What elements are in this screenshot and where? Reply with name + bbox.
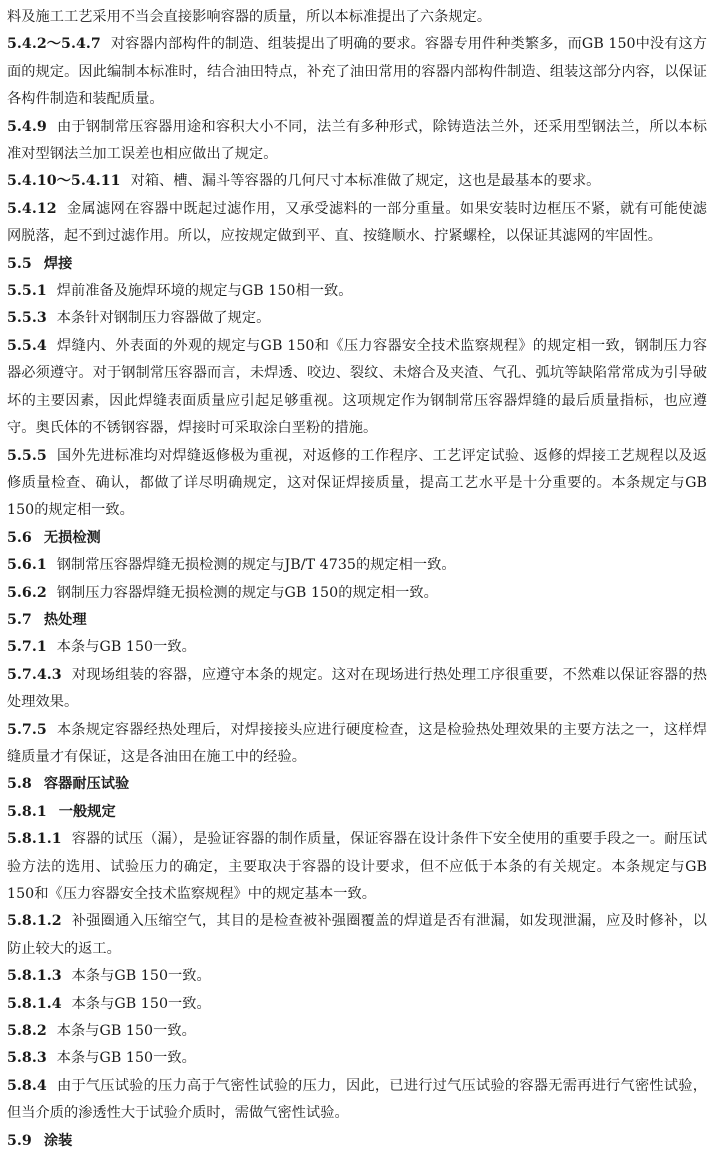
- clause-number: 5.4.2～5.4.7: [7, 36, 101, 53]
- clause-number: 5.8: [7, 776, 32, 793]
- section-title: 热处理: [43, 611, 87, 628]
- clause-number: 5.7: [7, 611, 32, 628]
- clause-paragraph: [7, 717, 707, 772]
- clause-number: 5.8.1.2: [7, 913, 62, 930]
- clause-paragraph: [7, 443, 707, 525]
- section-heading: [7, 251, 707, 278]
- clause-text: 容器的试压（漏），是验证容器的制作质量，保证容器在设计条件下安全使用的重要手段之一。耐压试验方法的选用、试验压力的确定，主要取决于容器的设计要求，但不应低于本条的有关规定。本条规定与GB 150和《压力容器安全技术监察规程》中的规定基本一致。: [7, 831, 707, 902]
- clause-paragraph: [7, 552, 707, 579]
- clause-text: 钢制常压容器焊缝无损检测的规定与JB/T 4735的规定相一致。: [56, 557, 456, 574]
- clause-paragraph: [7, 991, 707, 1018]
- clause-paragraph: [7, 1045, 707, 1072]
- clause-text: 本条与GB 150一致。: [71, 968, 211, 985]
- clause-paragraph: [7, 31, 707, 113]
- clause-text: 由于钢制常压容器用途和容积大小不同，法兰有多种形式，除铸造法兰外，还采用型钢法兰，所以本标准对型钢法兰加工误差也相应做出了规定。: [7, 118, 707, 163]
- section-heading: [7, 771, 707, 798]
- section-heading: [7, 1128, 707, 1155]
- section-title: 涂装: [43, 1132, 73, 1149]
- clause-paragraph: [7, 1018, 707, 1045]
- clause-number: 5.9: [7, 1132, 32, 1149]
- clause-text: 本条与GB 150一致。: [56, 1050, 196, 1067]
- section-heading: [7, 607, 707, 634]
- clause-text: 金属滤网在容器中既起过滤作用，又承受滤料的一部分重量。如果安装时边框压不紧，就有可能使滤网脱落，起不到过滤作用。所以，应按规定做到平、直、按缝顺水、拧紧螺栓，以保证其滤网的牢固性。: [7, 200, 707, 245]
- clause-number: 5.8.4: [7, 1077, 47, 1094]
- clause-number: 5.5.4: [7, 337, 47, 354]
- clause-text: 补强圈通入压缩空气，其目的是检查被补强圈覆盖的焊道是否有泄漏，如发现泄漏，应及时修补，以防止较大的返工。: [7, 913, 707, 957]
- clause-number: 5.6: [7, 529, 32, 546]
- clause-paragraph: [7, 305, 707, 332]
- clause-paragraph: [7, 662, 707, 717]
- clause-number: 5.5.5: [7, 447, 47, 464]
- clause-text: 由于气压试验的压力高于气密性试验的压力，因此，已进行过气压试验的容器无需再进行气密性试验，但当介质的渗透性大于试验介质时，需做气密性试验。: [7, 1077, 707, 1122]
- clause-number: 5.8.1.1: [7, 831, 62, 848]
- clause-text: 对容器内部构件的制造、组装提出了明确的要求。容器专用件种类繁多，而GB 150中没有这方面的规定。因此编制本标准时，结合油田特点，补充了油田常用的容器内部构件制造、组装这部分内容，以保证各构件制造和装配质量。: [7, 36, 707, 108]
- clause-number: 5.4.9: [7, 118, 47, 135]
- clause-number: 5.7.4.3: [7, 666, 62, 683]
- clause-paragraph: [7, 826, 707, 908]
- clause-paragraph: [7, 580, 707, 607]
- clause-number: 5.6.1: [7, 557, 47, 574]
- clause-text: 焊缝内、外表面的外观的规定与GB 150和《压力容器安全技术监察规程》的规定相一致，钢制压力容器必须遵守。对于钢制常压容器而言，未焊透、咬边、裂纹、未熔合及夹渣、气孔、弧坑等缺陷常常成为引导破坏的主要因素，因此焊缝表面质量应引起足够重视。这项规定作为钢制常压容器焊缝的最后质量指标，也应遵守。奥氏体的不锈钢容器，焊接时可采取涂白垩粉的措施。: [7, 337, 707, 437]
- clause-text: 料及施工工艺采用不当会直接影响容器的质量，所以本标准提出了六条规定。: [7, 9, 492, 25]
- clause-paragraph: [7, 333, 707, 443]
- clause-text: 焊前准备及施焊环境的规定与GB 150相一致。: [56, 283, 353, 300]
- clause-number: 5.8.1.3: [7, 968, 62, 985]
- clause-paragraph: [7, 963, 707, 990]
- clause-text: 本条与GB 150一致。: [56, 639, 196, 656]
- clause-number: 5.5.3: [7, 310, 47, 327]
- clause-paragraph: [7, 1073, 707, 1128]
- clause-number: 5.4.12: [7, 200, 57, 217]
- clause-number: 5.5: [7, 255, 32, 272]
- clause-paragraph: [7, 168, 707, 195]
- document-page: [7, 4, 707, 1155]
- clause-text: 本条针对钢制压力容器做了规定。: [56, 310, 271, 327]
- clause-text: 对现场组装的容器，应遵守本条的规定。这对在现场进行热处理工序很重要，不然难以保证容器的热处理效果。: [7, 666, 707, 711]
- clause-number: 5.8.2: [7, 1023, 47, 1040]
- section-title: 容器耐压试验: [43, 776, 130, 793]
- clause-number: 5.7.5: [7, 721, 47, 738]
- clause-paragraph: [7, 4, 707, 31]
- clause-text: 国外先进标准均对焊缝返修极为重视，对返修的工作程序、工艺评定试验、返修的焊接工艺规程以及返修质量检查、确认，都做了详尽明确规定，这对保证焊接质量，提高工艺水平是十分重要的。本条规定与GB 150的规定相一致。: [7, 447, 707, 519]
- clause-number: 5.4.10～5.4.11: [7, 173, 121, 190]
- clause-text: 本条与GB 150一致。: [71, 995, 211, 1012]
- section-title: 无损检测: [43, 529, 101, 546]
- section-heading: [7, 799, 707, 826]
- clause-number: 5.8.3: [7, 1050, 47, 1067]
- clause-paragraph: [7, 114, 707, 169]
- clause-number: 5.8.1: [7, 803, 47, 820]
- section-title: 一般规定: [58, 803, 116, 820]
- clause-paragraph: [7, 634, 707, 661]
- clause-number: 5.7.1: [7, 639, 47, 656]
- clause-text: 钢制压力容器焊缝无损检测的规定与GB 150的规定相一致。: [56, 584, 438, 601]
- section-heading: [7, 525, 707, 552]
- clause-paragraph: [7, 196, 707, 251]
- clause-number: 5.8.1.4: [7, 995, 62, 1012]
- clause-paragraph: [7, 908, 707, 963]
- clause-paragraph: [7, 278, 707, 305]
- section-title: 焊接: [43, 255, 73, 272]
- clause-number: 5.6.2: [7, 584, 47, 601]
- clause-text: 本条与GB 150一致。: [56, 1023, 196, 1040]
- clause-number: 5.5.1: [7, 283, 47, 300]
- clause-text: 本条规定容器经热处理后，对焊接接头应进行硬度检查，这是检验热处理效果的主要方法之一，这样焊缝质量才有保证，这是各油田在施工中的经验。: [7, 721, 707, 765]
- clause-text: 对箱、槽、漏斗等容器的几何尺寸本标准做了规定，这也是最基本的要求。: [130, 173, 601, 190]
